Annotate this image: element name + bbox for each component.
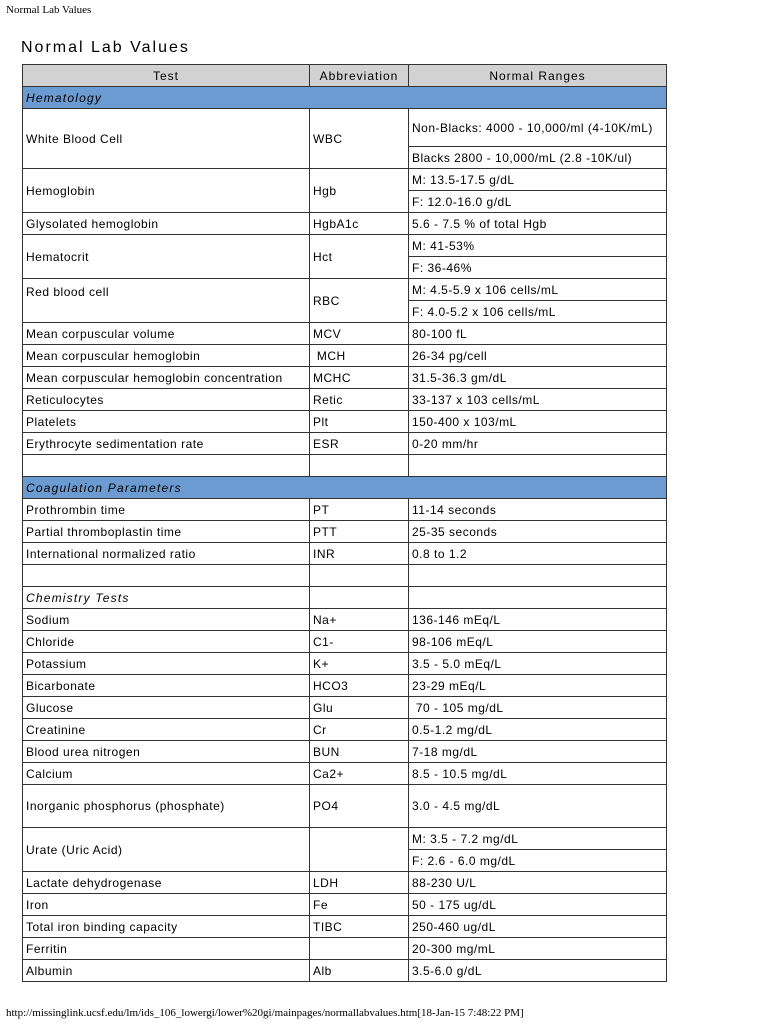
test-range: 80-100 fL	[409, 323, 667, 345]
table-row-po4	[23, 785, 667, 828]
test-range: 0.5-1.2 mg/dL	[409, 719, 667, 741]
test-name: Blood urea nitrogen	[23, 741, 310, 763]
test-abbreviation: Hgb	[310, 169, 409, 213]
table-row-cr	[23, 719, 667, 741]
test-name: Creatinine	[23, 719, 310, 741]
test-range: 136-146 mEq/L	[409, 609, 667, 631]
test-abbreviation: HgbA1c	[310, 213, 409, 235]
table-row-empty	[23, 455, 667, 477]
section-row-chemistry	[23, 587, 667, 609]
table-row-inr	[23, 543, 667, 565]
test-name: Albumin	[23, 960, 310, 982]
table-row-mchc	[23, 367, 667, 389]
table-row-esr	[23, 433, 667, 455]
section-row-coagulation	[23, 477, 667, 499]
test-range: 11-14 seconds	[409, 499, 667, 521]
test-abbreviation: PT	[310, 499, 409, 521]
table-row-mcv	[23, 323, 667, 345]
test-name: Glysolated hemoglobin	[23, 213, 310, 235]
test-range: M: 4.5-5.9 x 106 cells/mL	[409, 279, 667, 301]
test-abbreviation: INR	[310, 543, 409, 565]
table-header-row	[23, 65, 667, 87]
test-abbreviation: LDH	[310, 872, 409, 894]
table-row-ptt	[23, 521, 667, 543]
test-range: 70 - 105 mg/dL	[409, 697, 667, 719]
table-row-hgba1c	[23, 213, 667, 235]
test-abbreviation: C1-	[310, 631, 409, 653]
test-range: 250-460 ug/dL	[409, 916, 667, 938]
test-range: 150-400 x 103/mL	[409, 411, 667, 433]
test-range: 31.5-36.3 gm/dL	[409, 367, 667, 389]
table-row-ldh	[23, 872, 667, 894]
test-range: F: 2.6 - 6.0 mg/dL	[409, 850, 667, 872]
page-footer-url: http://missinglink.ucsf.edu/lm/ids_106_lowergi/lower%20gi/mainpages/normallabvalues.htm[18-Jan-15 7:48:22 PM]	[6, 1007, 524, 1019]
section-title: Coagulation Parameters	[23, 477, 667, 499]
table-row-ferritin	[23, 938, 667, 960]
test-abbreviation: Na+	[310, 609, 409, 631]
test-abbreviation: Plt	[310, 411, 409, 433]
test-range: 0.8 to 1.2	[409, 543, 667, 565]
table-row-hct	[23, 235, 667, 257]
test-abbreviation: Retic	[310, 389, 409, 411]
test-abbreviation: ESR	[310, 433, 409, 455]
test-name: Bicarbonate	[23, 675, 310, 697]
test-name: Ferritin	[23, 938, 310, 960]
test-name: Potassium	[23, 653, 310, 675]
table-row-retic	[23, 389, 667, 411]
header-normal-ranges: Normal Ranges	[409, 65, 667, 87]
test-name: Chloride	[23, 631, 310, 653]
test-range: 33-137 x 103 cells/mL	[409, 389, 667, 411]
test-name: White Blood Cell	[23, 109, 310, 169]
test-name: Glucose	[23, 697, 310, 719]
table-row-ca	[23, 763, 667, 785]
test-abbreviation: Fe	[310, 894, 409, 916]
table-row-hco3	[23, 675, 667, 697]
test-name: Mean corpuscular volume	[23, 323, 310, 345]
table-row-alb	[23, 960, 667, 982]
table-row-plt	[23, 411, 667, 433]
test-range: 88-230 U/L	[409, 872, 667, 894]
header-test: Test	[23, 65, 310, 87]
test-range: 3.5-6.0 g/dL	[409, 960, 667, 982]
test-range: F: 36-46%	[409, 257, 667, 279]
test-abbreviation: MCHC	[310, 367, 409, 389]
test-abbreviation	[310, 938, 409, 960]
test-name: Platelets	[23, 411, 310, 433]
test-abbreviation: BUN	[310, 741, 409, 763]
test-range: Blacks 2800 - 10,000/mL (2.8 -10K/ul)	[409, 147, 667, 169]
test-range: 20-300 mg/mL	[409, 938, 667, 960]
test-name: International normalized ratio	[23, 543, 310, 565]
test-range: M: 3.5 - 7.2 mg/dL	[409, 828, 667, 850]
test-range: F: 4.0-5.2 x 106 cells/mL	[409, 301, 667, 323]
test-abbreviation: K+	[310, 653, 409, 675]
test-range: M: 41-53%	[409, 235, 667, 257]
section-title: Chemistry Tests	[23, 587, 310, 609]
test-abbreviation: RBC	[310, 279, 409, 323]
table-row-mch	[23, 345, 667, 367]
test-abbreviation: MCV	[310, 323, 409, 345]
test-name: Reticulocytes	[23, 389, 310, 411]
test-range: Non-Blacks: 4000 - 10,000/ml (4-10K/mL)	[409, 109, 667, 147]
test-range: 0-20 mm/hr	[409, 433, 667, 455]
table-row-na	[23, 609, 667, 631]
test-range: 8.5 - 10.5 mg/dL	[409, 763, 667, 785]
test-range: 26-34 pg/cell	[409, 345, 667, 367]
lab-values-table	[22, 64, 667, 982]
table-row-bun	[23, 741, 667, 763]
section-title: Hematology	[23, 87, 667, 109]
table-row-fe	[23, 894, 667, 916]
test-name: Sodium	[23, 609, 310, 631]
table-row-tibc	[23, 916, 667, 938]
table-row-glu	[23, 697, 667, 719]
test-name: Erythrocyte sedimentation rate	[23, 433, 310, 455]
test-abbreviation: PO4	[310, 785, 409, 828]
test-name: Lactate dehydrogenase	[23, 872, 310, 894]
table-row-k	[23, 653, 667, 675]
test-abbreviation: Alb	[310, 960, 409, 982]
test-name: Calcium	[23, 763, 310, 785]
browser-title: Normal Lab Values	[6, 4, 92, 16]
test-abbreviation: WBC	[310, 109, 409, 169]
test-name: Red blood cell	[23, 279, 310, 323]
section-row-hematology	[23, 87, 667, 109]
test-abbreviation	[310, 828, 409, 872]
table-row-rbc	[23, 279, 667, 301]
test-range: 7-18 mg/dL	[409, 741, 667, 763]
test-abbreviation: Ca2+	[310, 763, 409, 785]
test-abbreviation: MCH	[310, 345, 409, 367]
test-name: Hemoglobin	[23, 169, 310, 213]
test-name: Partial thromboplastin time	[23, 521, 310, 543]
table-row-cl	[23, 631, 667, 653]
table-row-urate	[23, 828, 667, 850]
test-name: Inorganic phosphorus (phosphate)	[23, 785, 310, 828]
table-row-hgb	[23, 169, 667, 191]
test-abbreviation: Hct	[310, 235, 409, 279]
test-name: Urate (Uric Acid)	[23, 828, 310, 872]
test-name: Total iron binding capacity	[23, 916, 310, 938]
table-row-empty	[23, 565, 667, 587]
test-name: Hematocrit	[23, 235, 310, 279]
test-name: Iron	[23, 894, 310, 916]
table-row-wbc	[23, 109, 667, 147]
test-range: 3.5 - 5.0 mEq/L	[409, 653, 667, 675]
test-abbreviation: TIBC	[310, 916, 409, 938]
test-name: Prothrombin time	[23, 499, 310, 521]
test-name: Mean corpuscular hemoglobin	[23, 345, 310, 367]
table-row-pt	[23, 499, 667, 521]
test-range: 5.6 - 7.5 % of total Hgb	[409, 213, 667, 235]
test-abbreviation: Cr	[310, 719, 409, 741]
test-name: Mean corpuscular hemoglobin concentration	[23, 367, 310, 389]
test-range: 3.0 - 4.5 mg/dL	[409, 785, 667, 828]
test-range: 23-29 mEq/L	[409, 675, 667, 697]
test-range: 98-106 mEq/L	[409, 631, 667, 653]
test-range: M: 13.5-17.5 g/dL	[409, 169, 667, 191]
test-abbreviation: Glu	[310, 697, 409, 719]
header-abbreviation: Abbreviation	[310, 65, 409, 87]
test-range: F: 12.0-16.0 g/dL	[409, 191, 667, 213]
page-title: Normal Lab Values	[21, 39, 190, 56]
test-abbreviation: PTT	[310, 521, 409, 543]
test-range: 25-35 seconds	[409, 521, 667, 543]
test-abbreviation: HCO3	[310, 675, 409, 697]
test-range: 50 - 175 ug/dL	[409, 894, 667, 916]
